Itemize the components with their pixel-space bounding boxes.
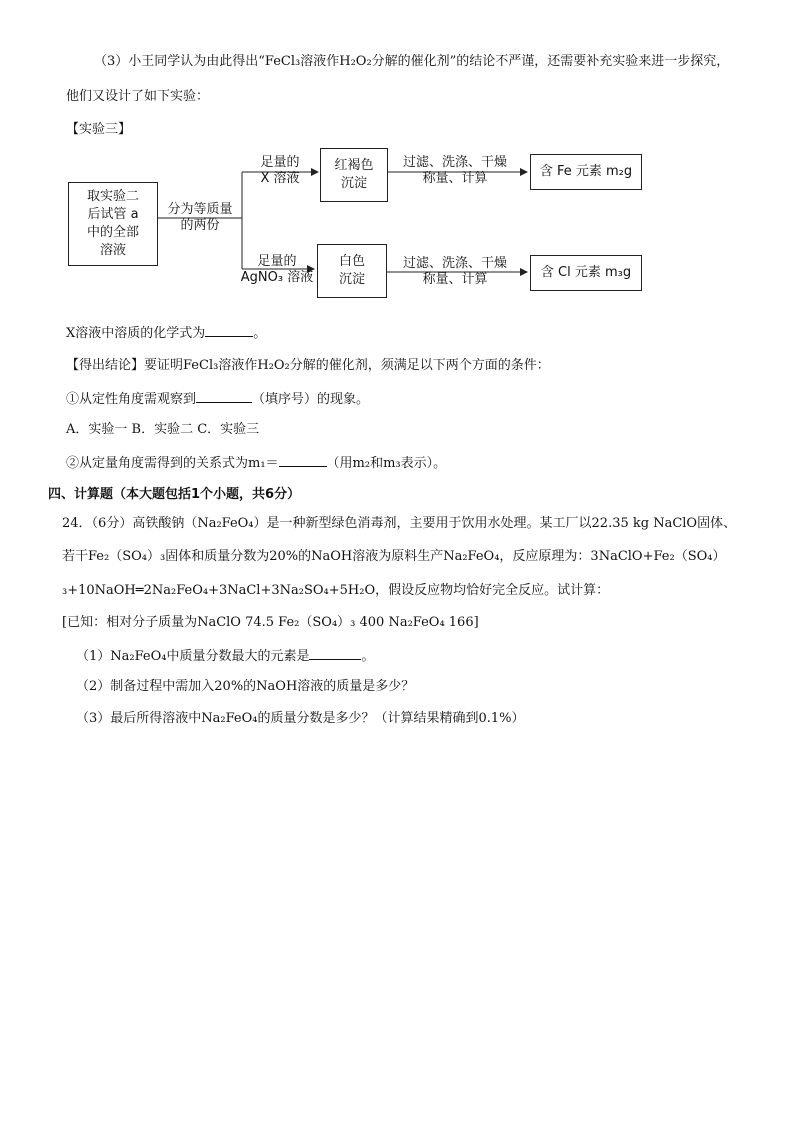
lower-process-line-1: 过滤、洗涤、干燥 — [402, 256, 507, 271]
answer-blank-item1[interactable] — [196, 389, 252, 403]
q3-line1: （3）小王同学认为由此得出“FeCl₃溶液作H₂O₂分解的催化剂”的结论不严谨，还需要补充实验来进一步探究， — [94, 54, 730, 69]
q24-line2: 若干Fe₂（SO₄）₃固体和质量分数为20%的NaOH溶液为原料生产Na₂FeO₄，反应原理为：3NaClO+Fe₂（SO₄） — [62, 549, 726, 564]
lower-precipitate-box — [317, 244, 387, 298]
conclusion-item-1 — [66, 389, 369, 409]
split-label-line-2: 的两份 — [180, 218, 220, 233]
source-box — [68, 182, 158, 266]
source-line-3: 中的全部 — [86, 225, 139, 240]
upper-precipitate-box — [320, 148, 388, 202]
lower-reagent-line-2: AgNO₃ 溶液 — [240, 270, 314, 285]
lower-process-line-2: 称量、计算 — [422, 272, 488, 287]
upper-process-line-1: 过滤、洗涤、干燥 — [402, 155, 507, 170]
upper-process-line-2: 称量、计算 — [422, 171, 488, 186]
split-label-line-1: 分为等质量 — [167, 202, 233, 217]
lower-process-label — [392, 256, 518, 288]
upper-process-label — [392, 155, 518, 187]
item1-prefix: ①从定性角度需观察到 — [66, 392, 197, 407]
upper-result-box — [530, 154, 642, 190]
q24-line3: ₃+10NaOH═2Na₂FeO₄+3NaCl+3Na₂SO₄+5H₂O，假设反应物均恰好完全反应。试计算： — [62, 583, 610, 598]
q24-sub1 — [76, 646, 375, 666]
item2-prefix: ②从定量角度需得到的关系式为m₁＝ — [66, 456, 279, 471]
lower-result-text: 含 Cl 元素 m₃g — [540, 265, 632, 280]
lower-precipitate-line-1: 白色 — [338, 254, 365, 269]
conclusion-text: 【得出结论】要证明FeCl₃溶液作H₂O₂分解的催化剂，须满足以下两个方面的条件： — [66, 358, 550, 373]
answer-blank-sub1[interactable] — [309, 646, 361, 660]
q24-known: [已知：相对分子质量为NaClO 74.5 Fe₂（SO₄）₃ 400 Na₂FeO₄ 166] — [62, 615, 479, 630]
split-label — [158, 202, 242, 234]
q24-line1: 24．（6分）高铁酸钠（Na₂FeO₄）是一种新型绿色消毒剂，主要用于饮用水处理。某工厂以22.35 kg NaClO固体、 — [62, 516, 737, 531]
question-x-text: X溶液中溶质的化学式为 — [66, 326, 206, 341]
conclusion-item-2 — [66, 453, 446, 473]
item2-suffix: （用m₂和m₃表示）。 — [326, 456, 447, 471]
lower-reagent-line-1: 足量的 — [257, 254, 297, 269]
upper-result-text: 含 Fe 元素 m₂g — [539, 164, 633, 179]
experiment-heading: 【实验三】 — [66, 122, 132, 137]
source-line-2: 后试管 a — [87, 207, 139, 222]
item1-suffix: （填序号）的现象。 — [252, 392, 370, 407]
upper-reagent-line-1: 足量的 — [260, 155, 300, 170]
upper-precipitate-line-1: 红褐色 — [334, 158, 374, 173]
source-line-4: 溶液 — [99, 243, 126, 258]
q3-line2: 他们又设计了如下实验： — [66, 89, 210, 104]
source-line-1: 取实验二 — [86, 189, 139, 204]
answer-blank-item2[interactable] — [279, 453, 327, 467]
upper-reagent-line-2: X 溶液 — [260, 171, 300, 186]
answer-blank-x[interactable] — [205, 323, 253, 337]
sub1-suffix: 。 — [361, 649, 375, 664]
lower-result-box — [530, 255, 642, 291]
upper-reagent-label — [248, 155, 312, 187]
q24-sub3: （3）最后所得溶液中Na₂FeO₄的质量分数是多少？（计算结果精确到0.1%） — [76, 711, 525, 726]
question-x — [66, 323, 266, 343]
upper-precipitate-line-2: 沉淀 — [340, 176, 367, 191]
section-heading: 四、计算题（本大题包括1个小题，共6分） — [48, 487, 301, 502]
question-x-suffix: 。 — [253, 326, 267, 341]
q24-sub2: （2）制备过程中需加入20%的NaOH溶液的质量是多少？ — [76, 679, 415, 694]
lower-reagent-label — [238, 254, 316, 286]
conclusion-options: A．实验一 B．实验二 C．实验三 — [66, 422, 260, 437]
lower-precipitate-line-2: 沉淀 — [338, 272, 365, 287]
sub1-prefix: （1）Na₂FeO₄中质量分数最大的元素是 — [76, 649, 310, 664]
